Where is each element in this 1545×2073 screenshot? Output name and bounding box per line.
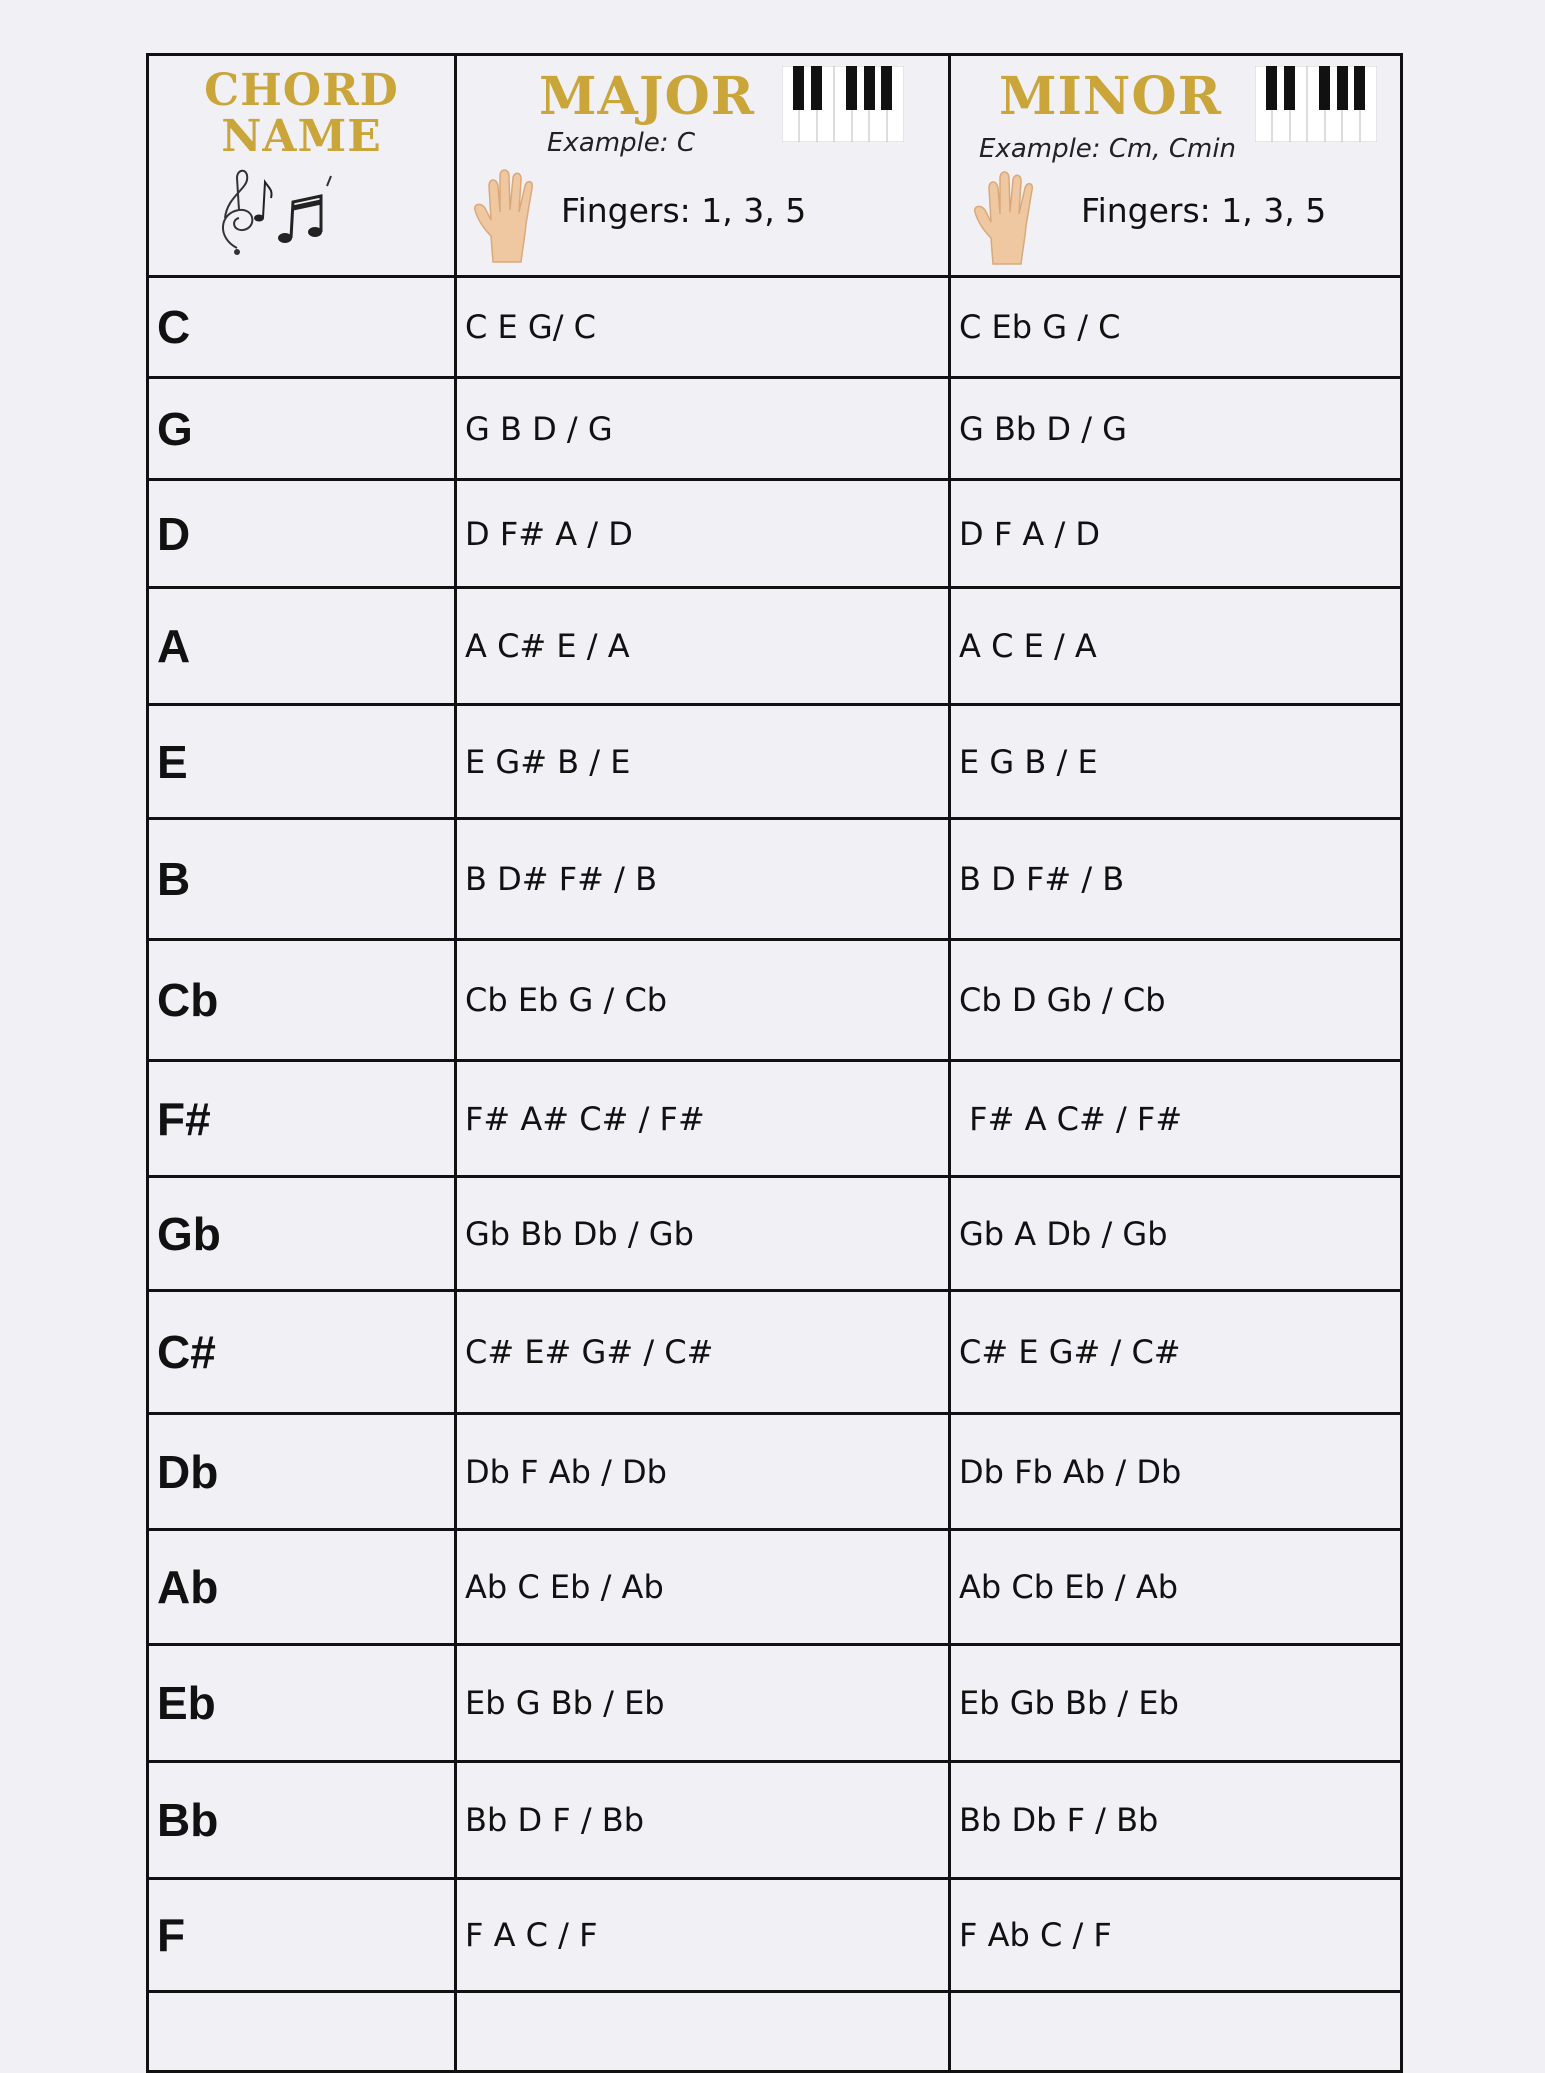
major-notes: G B D / G — [456, 378, 950, 480]
minor-notes: D F A / D — [950, 480, 1402, 588]
minor-notes: A C E / A — [950, 588, 1402, 705]
chord-name-title: CHORD NAME — [204, 65, 399, 162]
major-notes: A C# E / A — [456, 588, 950, 705]
minor-notes: Db Fb Ab / Db — [950, 1414, 1402, 1530]
table-row — [148, 1291, 1402, 1414]
minor-notes — [950, 1992, 1402, 2072]
header-minor-cell — [950, 55, 1402, 277]
header-row — [148, 55, 1402, 277]
table-row — [148, 1645, 1402, 1762]
table-row — [148, 1879, 1402, 1992]
table-row — [148, 1992, 1402, 2072]
major-title: MAJOR — [538, 66, 756, 127]
chord-name: D — [148, 480, 456, 588]
table-row — [148, 1177, 1402, 1291]
minor-notes: G Bb D / G — [950, 378, 1402, 480]
chord-name: F — [148, 1879, 456, 1992]
major-notes: E G# B / E — [456, 705, 950, 819]
chord-name: B — [148, 819, 456, 940]
minor-notes: E G B / E — [950, 705, 1402, 819]
table-row — [148, 1061, 1402, 1177]
chord-name: G — [148, 378, 456, 480]
table-row — [148, 705, 1402, 819]
minor-example: Example: Cm, Cmin — [979, 134, 1237, 164]
table-row — [148, 1762, 1402, 1879]
major-notes — [456, 1992, 950, 2072]
minor-notes: Ab Cb Eb / Ab — [950, 1530, 1402, 1645]
table-row — [148, 1414, 1402, 1530]
major-notes: F# A# C# / F# — [456, 1061, 950, 1177]
major-notes: Ab C Eb / Ab — [456, 1530, 950, 1645]
major-notes: C# E# G# / C# — [456, 1291, 950, 1414]
piano-keys-icon — [782, 66, 904, 142]
chord-name: E — [148, 705, 456, 819]
chord-table — [146, 53, 1403, 2073]
chord-name: Cb — [148, 940, 456, 1061]
chord-name: Bb — [148, 1762, 456, 1879]
major-notes: Eb G Bb / Eb — [456, 1645, 950, 1762]
music-notes-icon — [207, 168, 347, 258]
table-row — [148, 940, 1402, 1061]
minor-notes: F Ab C / F — [950, 1879, 1402, 1992]
chord-name: C# — [148, 1291, 456, 1414]
major-notes: D F# A / D — [456, 480, 950, 588]
minor-title: MINOR — [999, 66, 1222, 127]
chord-name: Eb — [148, 1645, 456, 1762]
major-notes: C E G/ C — [456, 277, 950, 378]
chord-name: Gb — [148, 1177, 456, 1291]
table-row — [148, 819, 1402, 940]
minor-notes: B D F# / B — [950, 819, 1402, 940]
minor-fingers: Fingers: 1, 3, 5 — [1081, 191, 1327, 230]
chord-name: Ab — [148, 1530, 456, 1645]
major-notes: F A C / F — [456, 1879, 950, 1992]
major-notes: Bb D F / Bb — [456, 1762, 950, 1879]
minor-notes: Gb A Db / Gb — [950, 1177, 1402, 1291]
header-chord-name-cell — [148, 55, 456, 277]
chord-name: A — [148, 588, 456, 705]
minor-notes: Eb Gb Bb / Eb — [950, 1645, 1402, 1762]
major-example: Example: C — [547, 128, 695, 158]
chord-name: F# — [148, 1061, 456, 1177]
major-fingers: Fingers: 1, 3, 5 — [561, 191, 807, 230]
chord-name — [148, 1992, 456, 2072]
table-row — [148, 480, 1402, 588]
hand-icon — [471, 166, 551, 266]
major-notes: Db F Ab / Db — [456, 1414, 950, 1530]
minor-notes: F# A C# / F# — [950, 1061, 1402, 1177]
table-row — [148, 1530, 1402, 1645]
table-row — [148, 588, 1402, 705]
table-row — [148, 277, 1402, 378]
chord-name: Db — [148, 1414, 456, 1530]
minor-notes: Bb Db F / Bb — [950, 1762, 1402, 1879]
header-major-cell — [456, 55, 950, 277]
minor-notes: Cb D Gb / Cb — [950, 940, 1402, 1061]
major-notes: B D# F# / B — [456, 819, 950, 940]
chord-name: C — [148, 277, 456, 378]
piano-keys-icon — [1255, 66, 1377, 142]
minor-notes: C# E G# / C# — [950, 1291, 1402, 1414]
table-row — [148, 378, 1402, 480]
major-notes: Cb Eb G / Cb — [456, 940, 950, 1061]
major-notes: Gb Bb Db / Gb — [456, 1177, 950, 1291]
minor-notes: C Eb G / C — [950, 277, 1402, 378]
hand-icon — [971, 168, 1051, 268]
